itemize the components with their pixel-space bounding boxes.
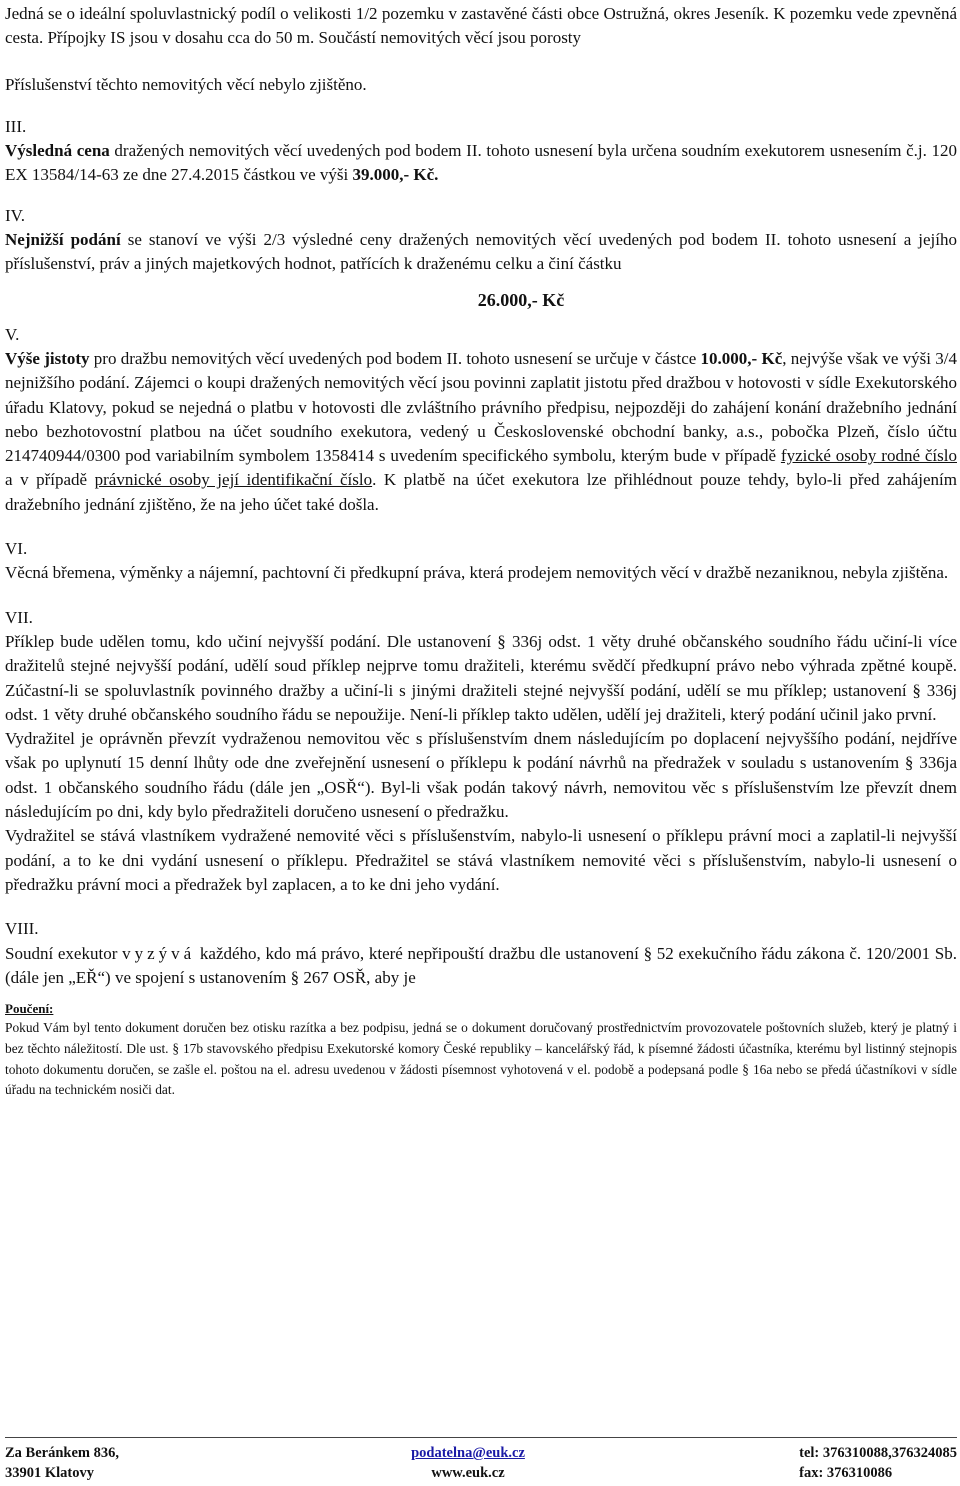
- section-8-text: [5, 942, 957, 991]
- section-5-underline-2: právnické osoby její identifikační číslo: [94, 470, 373, 490]
- section-3-heading: III.: [5, 116, 27, 136]
- footer-tel: tel: 376310088,376324085: [799, 1445, 957, 1461]
- section-4-body: se stanoví ve výši 2/3 výsledné ceny dražených nemovitých věcí uvedených pod bodem II. tohoto usnesení a jejího příslušenství, práv a jiných majetkových hodnot, patřících k draženému celku a činí částku: [5, 230, 957, 274]
- section-7-paragraph-1: Příklep bude udělen tomu, kdo učiní nejvyšší podání. Dle ustanovení § 336j odst. 1 věty druhé občanského soudního řádu učiní-li více dražitelů stejné nejvyšší podání, udělí soud příklep nejprve tomu dražiteli, kterému svědčí předkupní právo nebo výhrada zpětné koupě. Zúčastní-li se spoluvlastník povinného dražby a učiní-li s jinými dražiteli stejné nejvyšší podání, udělí se mu příklep; ustanovení § 336j odst. 1 věty druhé občanského soudního řádu se nepoužije. Není-li příklep takto udělen, udělí jej dražiteli, který podání učinil jako první.: [5, 631, 957, 724]
- section-8-lead: Soudní exekutor: [5, 943, 123, 963]
- section-7-paragraph-2: Vydražitel je oprávněn převzít vydraženou nemovitou věc s příslušenstvím dnem následujícím po doplacení nejvyššího podání, nejdříve však po uplynutí 15 denní lhůty ode dne zveřejnění usnesení o příklepu k podání návrhů na předražek v souladu s ustanovením § 336ja odst. 1 občanského soudního řádu (dále jen „OSŘ“). Byl-li však podán takový návrh, nemovitou věc s příslušenstvím lze převzít dnem následujícím po dni, kdy bylo předražiteli doručeno usnesení o předražku.: [5, 729, 957, 822]
- section-5-body-1: pro dražbu nemovitých věcí uvedených pod bodem II. tohoto usnesení se určuje v částce: [89, 348, 701, 368]
- section-4-amount: 26.000,- Kč: [477, 289, 565, 310]
- section-5-underline-1: fyzické osoby rodné číslo: [780, 446, 957, 466]
- section-5-lead: Výše jistoty: [5, 348, 90, 368]
- section-3-text: [5, 139, 957, 188]
- footer-contact: [388, 1443, 548, 1483]
- section-4-text: [5, 228, 957, 277]
- pouceni-text: Pokud Vám byl tento dokument doručen bez otisku razítka a bez podpisu, jedná se o dokument doručovaný prostřednictvím provozovatele poštovních služeb, který je platný i bez těchto náležitostí. Dle ust. § 17b stavovského předpisu Exekutorské komory České republiky – kancelářský řád, k písemné žádosti účastníka, kterému byl listinný stejnopis tohoto dokumentu doručen, se zašle el. poštou na el. adresu uvedenou v žádosti písemnost vyhotovená v el. podobě a podepsaná podle § 16a nebo se předá účastníkovi v sídle úřadu na technickém nosiči dat.: [5, 1020, 957, 1098]
- footer-address: [5, 1443, 119, 1483]
- section-6-heading: VI.: [5, 539, 28, 559]
- section-8-body: každého, kdo má právo, které nepřipouští dražbu dle ustanovení § 52 exekučního řádu zákona č. 120/2001 Sb. (dále jen „EŘ“) ve spojení s ustanovením § 267 OSŘ, aby je: [5, 943, 957, 987]
- section-7-heading: VII.: [5, 607, 33, 627]
- footer-web-link[interactable]: www.euk.cz: [431, 1465, 505, 1481]
- pouceni-title: Poučení:: [5, 1001, 54, 1017]
- section-8-spaced: vyzývá: [122, 943, 196, 963]
- section-5-amount: 10.000,- Kč: [700, 348, 783, 368]
- section-5-heading: V.: [5, 324, 20, 344]
- footer-email-link[interactable]: podatelna@euk.cz: [411, 1445, 525, 1461]
- intro-paragraph: Jedná se o ideální spoluvlastnický podíl o velikosti 1/2 pozemku v zastavěné části obce Ostružná, okres Jeseník. K pozemku vede zpevněná cesta. Přípojky IS jsou v dosahu cca do 50 m. Součástí nemovitých věcí jsou porosty: [5, 4, 957, 48]
- accessories-paragraph: Příslušenství těchto nemovitých věcí nebylo zjištěno.: [5, 74, 367, 94]
- footer-phone: [799, 1443, 957, 1483]
- section-7-paragraph-3: Vydražitel se stává vlastníkem vydražené nemovité věci s příslušenstvím, nabylo-li usnesení o příklepu právní moci a zaplatil-li nejvyšší podání, a to ke dni vydání usnesení o příklepu. Předražitel se stává vlastníkem nemovité věci s příslušenstvím, nabylo-li usnesení o předražku právní moci a předražek byl zaplacen, a to ke dni jeho vydání.: [5, 826, 957, 894]
- section-5-text: [5, 347, 957, 517]
- document-page: [5, 0, 957, 1101]
- section-5-body-2: , nejvýše však ve výši 3/4 nejnižšího podání. Zájemci o koupi dražených nemovitých věcí jsou povinni zaplatit jistotu před dražbou v hotovosti v sídle Exekutorského úřadu Klatovy, pokud se nejedná o platbu v hotovosti dle zvláštního právního předpisu, nejpozději do zahájení konání dražebního jednání nebo bezhotovostní platbou na účet soudního exekutora, vedený u Československé obchodní banky, a.s., pobočka Plzeň, číslo účtu 214740944/0300 pod variabilním symbolem 1358414 s uvedením specifického symbolu, kterým bude v případě: [5, 348, 957, 466]
- footer-address-line-1: Za Beránkem 836,: [5, 1445, 119, 1461]
- footer-address-line-2: 33901 Klatovy: [5, 1465, 95, 1481]
- section-3-body: dražených nemovitých věcí uvedených pod bodem II. tohoto usnesení byla určena soudním exekutorem usnesením č.j. 120 EX 13584/14-63 ze dne 27.4.2015 částkou ve výši: [5, 141, 958, 185]
- section-5-body-3: a v případě: [5, 470, 95, 490]
- section-4-heading: IV.: [5, 205, 25, 225]
- footer-fax: fax: 376310086: [799, 1465, 893, 1481]
- section-3-lead: Výsledná cena: [5, 141, 110, 161]
- section-5-body-4: . K platbě na účet exekutora lze přihlédnout pouze tehdy, bylo-li před zahájením dražebního jednání zjištěno, že na jeho účet také došla.: [5, 470, 957, 514]
- footer-divider: [5, 1437, 957, 1438]
- section-6-text: Věcná břemena, výměnky a nájemní, pachtovní či předkupní práva, která prodejem nemovitých věcí v dražbě nezaniknou, nebyla zjištěna.: [5, 563, 949, 583]
- section-3-amount: 39.000,- Kč.: [352, 165, 439, 185]
- section-4-lead: Nejnižší podání: [5, 230, 121, 250]
- section-8-heading: VIII.: [5, 919, 39, 939]
